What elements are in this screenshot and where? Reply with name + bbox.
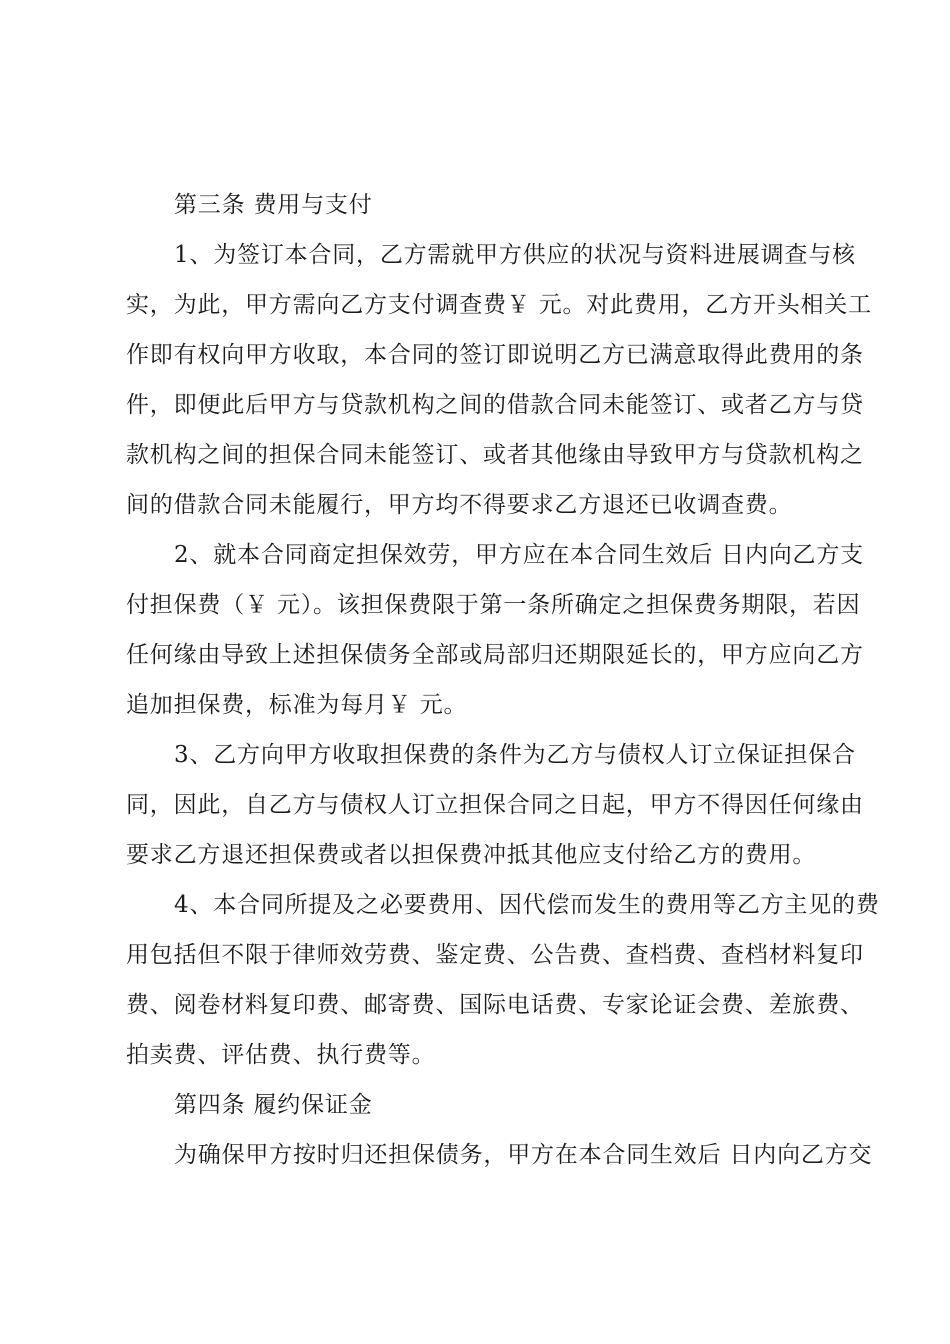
text-line: 费、阅卷材料复印费、邮寄费、国际电话费、专家论证会费、差旅费、 — [126, 992, 864, 1018]
text-line: 间的借款合同未能履行，甲方均不得要求乙方退还已收调查费。 — [126, 492, 793, 518]
article-3-clause-3 — [126, 730, 864, 880]
text-line: 作即有权向甲方收取，本合同的签订即说明乙方已满意取得此费用的条 — [126, 342, 864, 368]
text-line: 用包括但不限于律师效劳费、鉴定费、公告费、查档费、查档材料复印 — [126, 942, 864, 968]
text-line: 款机构之间的担保合同未能签订、或者其他缘由导致甲方与贷款机构之 — [126, 442, 864, 468]
text-line: 为确保甲方按时归还担保债务，甲方在本合同生效后 日内向乙方交 — [174, 1142, 873, 1168]
article-3-clause-4 — [126, 880, 880, 1080]
article-3-clause-2 — [126, 530, 864, 730]
article-4-heading: 第四条 履约保证金 — [174, 1092, 373, 1118]
text-line: 3、乙方向甲方收取担保费的条件为乙方与债权人订立保证担保合 — [174, 742, 856, 768]
text-line: 要求乙方退还担保费或者以担保费冲抵其他应支付给乙方的费用。 — [126, 842, 817, 868]
text-line: 实，为此，甲方需向乙方支付调查费￥ 元。对此费用，乙方开头相关工 — [126, 292, 872, 318]
text-line: 件，即便此后甲方与贷款机构之间的借款合同未能签订、或者乙方与贷 — [126, 392, 864, 418]
text-line: 1、为签订本合同，乙方需就甲方供应的状况与资料进展调查与核 — [174, 242, 856, 268]
article-4-clause-1 — [126, 1130, 873, 1180]
document-page — [126, 180, 880, 1180]
text-line: 拍卖费、评估费、执行费等。 — [126, 1042, 436, 1068]
text-line: 2、就本合同商定担保效劳，甲方应在本合同生效后 日内向乙方支 — [174, 542, 864, 568]
text-line: 同，因此，自乙方与债权人订立担保合同之日起，甲方不得因任何缘由 — [126, 792, 864, 818]
text-line: 追加担保费，标准为每月￥ 元。 — [126, 692, 468, 718]
text-line: 任何缘由导致上述担保债务全部或局部归还期限延长的，甲方应向乙方 — [126, 642, 864, 668]
article-3-heading: 第三条 费用与支付 — [174, 192, 373, 218]
text-line: 4、本合同所提及之必要费用、因代偿而发生的费用等乙方主见的费 — [174, 892, 880, 918]
text-line: 付担保费（￥ 元）。该担保费限于第一条所确定之担保费务期限，若因 — [126, 592, 861, 618]
article-3-clause-1 — [126, 230, 872, 530]
